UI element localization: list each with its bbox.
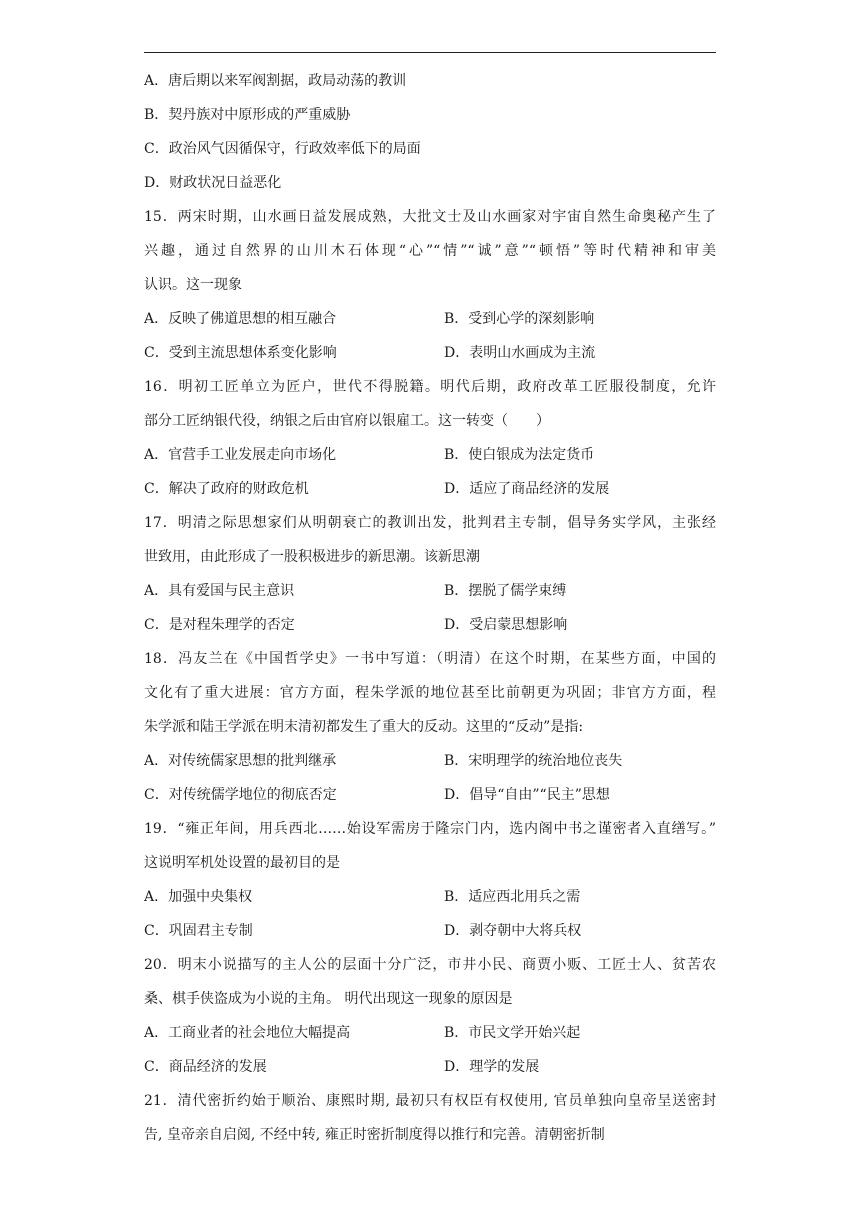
answer-option: A．对传统儒家思想的批判继承 bbox=[144, 753, 337, 769]
answer-option: B．宋明理学的统治地位丧失 bbox=[444, 753, 623, 769]
answer-option: B．受到心学的深刻影响 bbox=[444, 311, 595, 327]
answer-option: A．反映了佛道思想的相互融合 bbox=[144, 311, 337, 327]
option-row bbox=[144, 302, 716, 336]
answer-option: D．适应了商品经济的发展 bbox=[444, 481, 610, 497]
answer-option: C．巩固君主专制 bbox=[144, 923, 253, 939]
question-block bbox=[144, 812, 716, 948]
carryover-options bbox=[144, 64, 716, 200]
answer-option: D．受启蒙思想影响 bbox=[444, 617, 568, 633]
question-block bbox=[144, 506, 716, 642]
option-row bbox=[144, 1050, 716, 1084]
answer-option: B．摆脱了儒学束缚 bbox=[444, 583, 567, 599]
question-stem-continued: 文化有了重大进展：官方方面，程朱学派的地位甚至比前朝更为巩固；非官方方面，程 bbox=[144, 685, 716, 701]
option-row bbox=[144, 438, 716, 472]
question-stem-continued: 部分工匠纳银代役，纳银之后由官府以银雇工。这一转变（ ） bbox=[144, 413, 550, 429]
option-row bbox=[144, 574, 716, 608]
question-stem-continued: 朱学派和陆王学派在明末清初都发生了重大的反动。这里的“反动”是指: bbox=[144, 719, 584, 735]
option-row bbox=[144, 778, 716, 812]
answer-option: C．是对程朱理学的否定 bbox=[144, 617, 295, 633]
answer-option: B．适应西北用兵之需 bbox=[444, 889, 581, 905]
question-stem-continued: 告, 皇帝亲自启阅, 不经中转, 雍正时密折制度得以推行和完善。清朝密折制 bbox=[144, 1127, 605, 1143]
answer-option: C．对传统儒学地位的彻底否定 bbox=[144, 787, 337, 803]
answer-option: D．倡导“自由”“民主”思想 bbox=[444, 787, 610, 803]
option-row bbox=[144, 744, 716, 778]
answer-option: C．受到主流思想体系变化影响 bbox=[144, 345, 337, 361]
question-block bbox=[144, 200, 716, 370]
answer-option: A．工商业者的社会地位大幅提高 bbox=[144, 1025, 351, 1041]
question-stem: 18．冯友兰在《中国哲学史》一书中写道：（明清）在这个时期，在某些方面，中国的 bbox=[144, 651, 716, 667]
answer-option: C．解决了政府的财政危机 bbox=[144, 481, 309, 497]
option-row bbox=[144, 472, 716, 506]
question-block bbox=[144, 642, 716, 812]
option-b: B．契丹族对中原形成的严重威胁 bbox=[144, 107, 351, 123]
answer-option: A．具有爱国与民主意识 bbox=[144, 583, 295, 599]
answer-option: B．使白银成为法定货币 bbox=[444, 447, 595, 463]
exam-page-content bbox=[144, 64, 716, 1152]
option-d: D．财政状况日益恶化 bbox=[144, 175, 282, 191]
option-row bbox=[144, 336, 716, 370]
question-stem: 16．明初工匠单立为匠户，世代不得脱籍。明代后期，政府改革工匠服役制度，允许 bbox=[144, 379, 716, 395]
question-stem-continued: 这说明军机处设置的最初目的是 bbox=[144, 855, 340, 871]
question-block bbox=[144, 370, 716, 506]
answer-option: C．商品经济的发展 bbox=[144, 1059, 267, 1075]
answer-option: D．表明山水画成为主流 bbox=[444, 345, 596, 361]
question-stem-continued: 兴趣，通过自然界的山川木石体现“心”“情”“诚”意”“顿悟”等时代精神和审美 bbox=[144, 243, 716, 259]
option-row bbox=[144, 1016, 716, 1050]
answer-option: D．剥夺朝中大将兵权 bbox=[444, 923, 582, 939]
answer-option: A．加强中央集权 bbox=[144, 889, 253, 905]
option-row bbox=[144, 914, 716, 948]
option-row bbox=[144, 608, 716, 642]
question-block bbox=[144, 948, 716, 1084]
question-list bbox=[144, 200, 716, 1152]
question-block bbox=[144, 1084, 716, 1152]
question-stem: 19．“雍正年间，用兵西北……始设军需房于隆宗门内，选内阁中书之谨密者入直缮写。” bbox=[144, 821, 716, 837]
answer-option: D．理学的发展 bbox=[444, 1059, 540, 1075]
option-row bbox=[144, 880, 716, 914]
question-stem-continued: 认识。这一现象 bbox=[144, 277, 242, 293]
question-stem: 15．两宋时期，山水画日益发展成熟，大批文士及山水画家对宇宙自然生命奥秘产生了 bbox=[144, 209, 716, 225]
question-stem: 21．清代密折约始于顺治、康熙时期, 最初只有权臣有权使用, 官员单独向皇帝呈送密封 bbox=[144, 1093, 716, 1109]
option-c: C．政治风气因循保守，行政效率低下的局面 bbox=[144, 141, 421, 157]
answer-option: A．官营手工业发展走向市场化 bbox=[144, 447, 337, 463]
option-a: A．唐后期以来军阀割据，政局动荡的教训 bbox=[144, 73, 407, 89]
answer-option: B．市民文学开始兴起 bbox=[444, 1025, 581, 1041]
question-stem: 20．明末小说描写的主人公的层面十分广泛，市井小民、商贾小贩、工匠士人、贫苦农 bbox=[144, 957, 716, 973]
question-stem-continued: 世致用，由此形成了一股积极进步的新思潮。该新思潮 bbox=[144, 549, 480, 565]
question-stem-continued: 桑、棋手侠盗成为小说的主角。 明代出现这一现象的原因是 bbox=[144, 991, 513, 1007]
question-stem: 17．明清之际思想家们从明朝衰亡的教训出发，批判君主专制，倡导务实学风，主张经 bbox=[144, 515, 716, 531]
header-rule bbox=[144, 52, 716, 53]
